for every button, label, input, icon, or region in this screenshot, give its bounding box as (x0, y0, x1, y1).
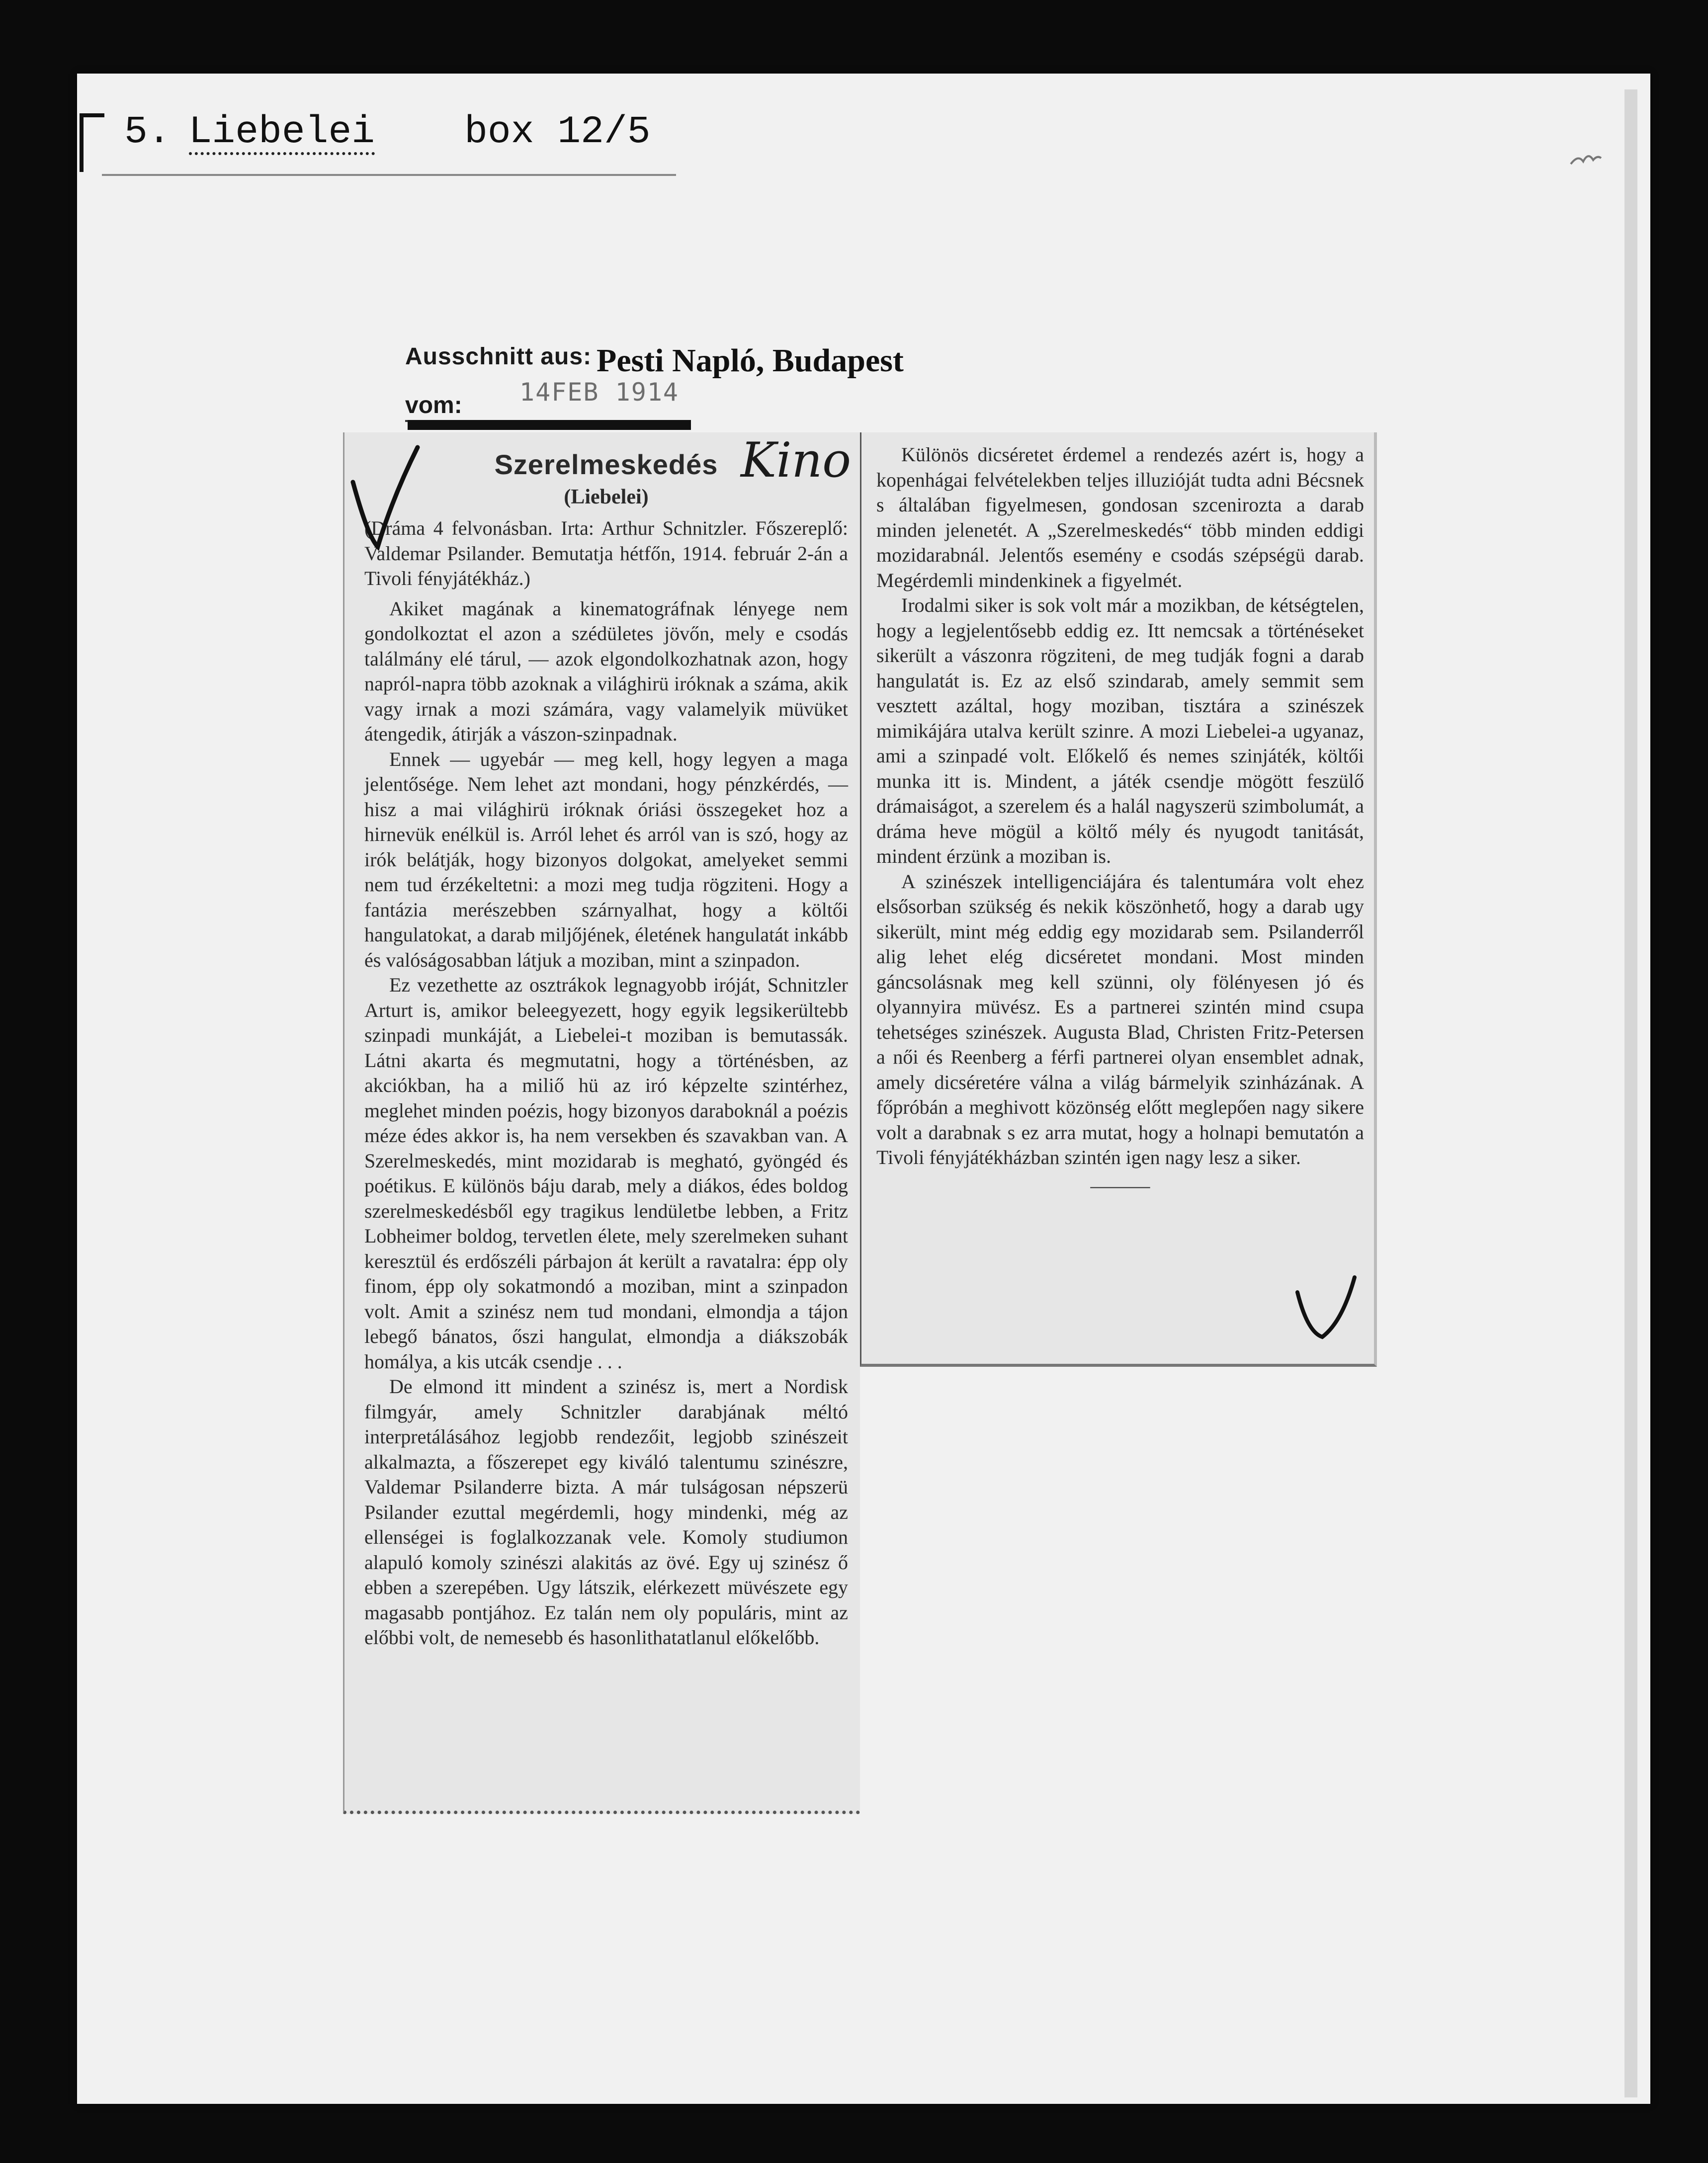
source-label: Ausschnitt aus: (405, 343, 592, 370)
file-header (124, 110, 651, 155)
paragraph: A szinészek intelligenciájára és talentumára volt ehez elsősorban szükség és nekik köszönhető, hogy a darab ugy sikerült, mint még eddig egy mozidarab sem. Psilanderről alig lehet elég dicséretet mondani. Most minden gáncsolásnak meg kell szünni, oly fölényesen jó és olyannyira müvész. Es a partnerei szintén mind csupa tehetséges szinészek. Augusta Blad, Christen Fritz-Petersen a női és Reenberg a férfi partnerei olyan ensemblet adnak, amely dicséretére válna a világ bármelyik szinházának. A főpróbán a meghivott közönség előtt meglepően nagy sikere volt a darabnak s ez arra mutat, hogy a holnapi bemutatón a Tivoli fényjátékházban szintén igen nagy lesz a siker. (876, 870, 1364, 1168)
corner-bracket (80, 113, 104, 172)
article-subtitle: (Liebelei) (564, 486, 649, 508)
checkmark-icon (348, 437, 423, 557)
sheet-edge-shadow (1624, 89, 1637, 2097)
paragraph: Ennek — ugyebár — meg kell, hogy legyen a maga jelentősége. Nem lehet azt mondani, hogy pénzkérdés, — hisz a mai világhirü iróknak óriási összegeket hoz a hirnevük enélkül is. Arról lehet és arról van is szó, hogy az irók belátják, hogy bizonyos dolgokat, amelyeket semmi nem tud érzékeltetni: a mozi meg tudja rögziteni. Hogy a fantázia merészebben szárnyalhat, hogy a költői hangulatokat, a darab miljőjének, életének hangulatát inkább és valóságosabban látjuk a moziban, mint a szinpadon. (364, 748, 848, 971)
paragraph: Irodalmi siker is sok volt már a mozikban, de kétségtelen, hogy a legjelentősebb eddig ez. Itt nemcsak a történéseket sikerült a vászonra rögziteni, de meg tudják fogni a darab hangulatát is. Ez az első szindarab, amely semmit sem vesztett azáltal, hogy moziban, tisztára a szinészek mimikájára utalva került szinre. A mozi Liebelei-a ugyanaz, ami a szinpadé volt. Előkelő és nemes szinjáték, költői munka itt is. Mindent, a játék csendje mögött feszülő drámaiságot, a szerelem és a halál nagyszerü szimbolumát, a dráma heve mögül a költő mély és nyugodt tanitását, mindent érzünk a moziban is. (876, 594, 1364, 867)
article-column-left (343, 432, 860, 1814)
clipping-source-stamp (400, 333, 957, 432)
checkmark-icon (1292, 1272, 1362, 1347)
file-title: Liebelei (188, 110, 375, 154)
article-credits: (Dráma 4 felvonásban. Irta: Arthur Schnitzler. Főszereplő: Valdemar Psilander. Bemutatja hétfőn, 1914. február 2-án a Tivoli fényjátékház.) (364, 517, 848, 589)
paragraph: Akiket magának a kinematográfnak lényege nem gondolkoztat el azon a szédületes jövőn, mely e csodás találmány elé tárul, — azok elgondolkozhatnak azon, hogy napról-napra több azoknak a világhirü iróknak a száma, akik vagy irnak a mozi számára, vagy valamelyik müvüket átengedik, átirják a vászon-szinpadnak. (364, 597, 848, 745)
date-stamp: 14FEB 1914 (519, 378, 680, 407)
file-number: 5. (124, 110, 171, 154)
article-column-right (860, 432, 1377, 1367)
margin-mark-icon (1568, 149, 1603, 169)
publication-name: Pesti Napló, Budapest (597, 342, 904, 379)
paragraph: De elmond itt mindent a szinész is, mert a Nordisk filmgyár, amely Schnitzler darabjának méltó interpretálásához legjobb rendezőit, legjobb szinészeit alkalmazta, a főszerepet egy kiváló talentumu szinészre, Valdemar Psilanderre bizta. A már tulságosan népszerü Psilander ezuttal megérdemli, hogy mindenki, még az ellenségei is foglalkozzanak vele. Komoly studiumon alapuló komoly szinészi alakitás az övé. Egy uj szinész ő ebben a szerepében. Ugy látszik, elérkezett müvészete egy magasabb pontjához. Ez talán nem oly populáris, mint az előbbi volt, de nemesebb és hasonlithatatlanul előkelőbb. (364, 1375, 848, 1649)
paragraph: Különös dicséretet érdemel a rendezés azért is, hogy a kopenhágai felvételekben teljes illuzióját tudta adni Bécsnek s általában figyelmesen, gondosan szcenirozta a darab minden jelenetét. A „Szerelmeskedés“ több minden eddigi mozidarabnál. Jelentős esemény e csodás szépségü darab. Megérdemli mindenkinek a figyelmét. (876, 443, 1364, 591)
vom-label: vom: (405, 392, 462, 418)
end-rule: ——— (1090, 1174, 1150, 1197)
handwritten-annotation: Kino (741, 432, 852, 488)
header-rule (102, 174, 676, 176)
stamp-bar (408, 420, 691, 430)
paragraph: Ez vezethette az osztrákok legnagyobb iróját, Schnitzler Arturt is, amikor beleegyezett, hogy egyik legsikerültebb szinpadi munkáját, a Liebelei-t moziban is bemutassák. Látni akarta és megmutatni, hogy a történésben, az akciókban, ha a miliő hü az iró képzelte szintérhez, meglehet minden poézis, hogy bizonyos daraboknál a poézis méze édes akkor is, ha nem versekben és szavakban van. A Szerelmeskedés, mint mozidarab is megható, gyöngéd és poétikus. E különös báju darab, mely a diákos, édes boldog szerelmeskedésből egy tragikus lendületbe lebben, a Fritz Lobheimer boldog, tervetlen élete, mely szerelmeken suhant keresztül és erdőszéli párbajon át került a ravatalra: épp oly finom, épp oly sokatmondó a moziban, mint a szinpadon volt. Amit a szinész nem tud mondani, elmondja a tájon lebegő bánatos, őszi hangulat, elmondja a diákszobák homálya, a kis utcák csendje . . . (364, 974, 848, 1373)
article-title: Szerelmeskedés (494, 449, 718, 480)
box-reference: box 12/5 (464, 110, 651, 154)
